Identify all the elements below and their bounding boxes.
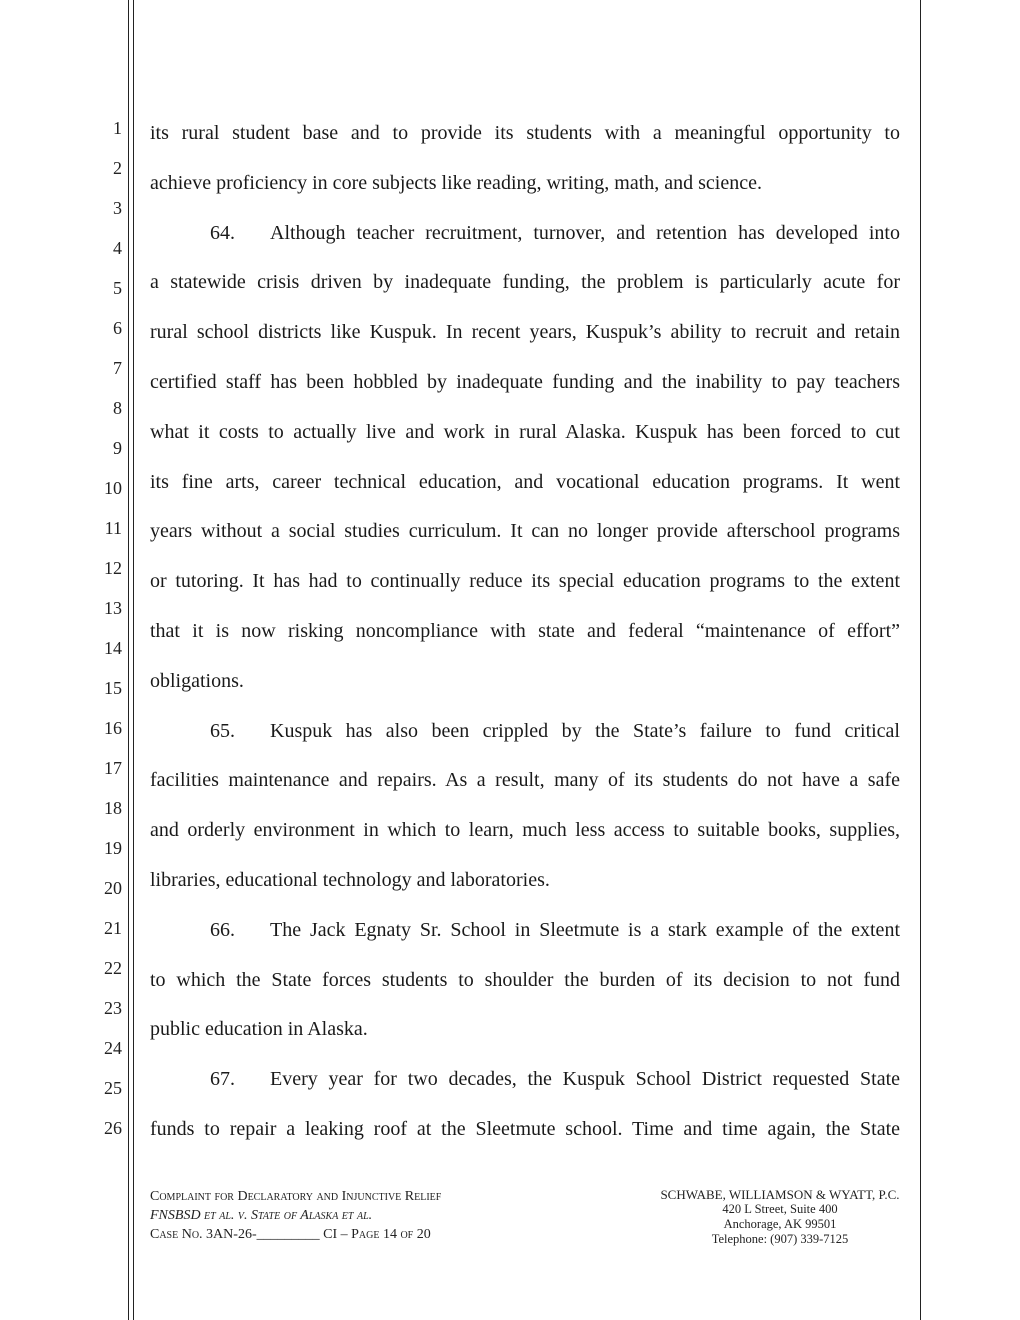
text-line bbox=[150, 420, 900, 444]
line-number: 13 bbox=[104, 598, 122, 618]
paragraph-number: 66. bbox=[210, 918, 235, 941]
line-number: 11 bbox=[104, 518, 122, 538]
paragraph-number: 65. bbox=[210, 719, 235, 742]
text-line bbox=[150, 221, 900, 245]
line-number: 8 bbox=[113, 398, 122, 418]
text-line-content: or tutoring. It has had to continually reduce its special education programs to the extent bbox=[150, 570, 900, 593]
text-line-content: facilities maintenance and repairs. As a result, many of its students do not have a safe bbox=[150, 769, 900, 792]
text-line bbox=[150, 868, 900, 892]
text-line bbox=[150, 1017, 900, 1041]
left-margin-rule bbox=[128, 0, 129, 1320]
line-number: 18 bbox=[104, 798, 122, 818]
text-line bbox=[150, 768, 900, 792]
footer-case-caption: FNSBSD et al. v. State of Alaska et al. bbox=[150, 1208, 373, 1223]
line-number: 5 bbox=[113, 278, 122, 298]
line-number: 7 bbox=[113, 358, 122, 378]
text-line bbox=[150, 1117, 900, 1141]
text-line bbox=[150, 968, 900, 992]
paragraph-number: 64. bbox=[210, 221, 235, 244]
text-line bbox=[150, 569, 900, 593]
text-line-content: public education in Alaska. bbox=[150, 1018, 368, 1041]
text-line-content: Every year for two decades, the Kuspuk School District requested State bbox=[270, 1068, 900, 1091]
text-line bbox=[150, 519, 900, 543]
line-number: 2 bbox=[113, 158, 122, 178]
left-margin-rule-inner bbox=[133, 0, 134, 1320]
firm-address-line2: Anchorage, AK 99501 bbox=[723, 1217, 837, 1231]
text-line bbox=[150, 719, 900, 743]
paragraph-number: 67. bbox=[210, 1068, 235, 1091]
text-line-content: its fine arts, career technical education, and vocational education programs. It went bbox=[150, 470, 900, 493]
line-number: 10 bbox=[104, 478, 122, 498]
text-line-content: Kuspuk has also been crippled by the State’s failure to fund critical bbox=[270, 719, 900, 742]
text-line bbox=[150, 320, 900, 344]
line-number: 14 bbox=[104, 638, 122, 658]
line-number: 21 bbox=[104, 918, 122, 938]
text-line-content: to which the State forces students to shoulder the burden of its decision to not fund bbox=[150, 968, 900, 991]
firm-name: SCHWABE, WILLIAMSON & WYATT, P.C. bbox=[660, 1187, 900, 1202]
text-line bbox=[150, 818, 900, 842]
text-line-content: obligations. bbox=[150, 669, 244, 692]
text-line-content: that it is now risking noncompliance with state and federal “maintenance of effort” bbox=[150, 620, 900, 642]
line-number: 9 bbox=[113, 438, 122, 458]
line-number: 6 bbox=[113, 318, 122, 338]
text-line bbox=[150, 370, 900, 394]
text-line bbox=[150, 470, 900, 494]
line-number: 19 bbox=[104, 838, 122, 858]
line-number: 22 bbox=[104, 958, 122, 978]
line-number: 4 bbox=[113, 238, 122, 258]
firm-phone: Telephone: (907) 339-7125 bbox=[711, 1232, 849, 1246]
text-line-content: achieve proficiency in core subjects like reading, writing, math, and science. bbox=[150, 171, 762, 194]
text-line-content: rural school districts like Kuspuk. In recent years, Kuspuk’s ability to recruit and retain bbox=[150, 321, 900, 344]
text-line-content: its rural student base and to provide its students with a meaningful opportunity to bbox=[150, 122, 900, 144]
text-line bbox=[150, 918, 900, 942]
text-line-content: Although teacher recruitment, turnover, and retention has developed into bbox=[270, 221, 900, 244]
text-line bbox=[150, 669, 900, 693]
line-number: 25 bbox=[104, 1078, 122, 1098]
text-line bbox=[150, 619, 900, 643]
text-line-content: what it costs to actually live and work in rural Alaska. Kuspuk has been forced to cut bbox=[150, 420, 900, 443]
line-number: 20 bbox=[104, 878, 122, 898]
line-number: 12 bbox=[104, 558, 122, 578]
text-line-content: a statewide crisis driven by inadequate funding, the problem is particularly acute for bbox=[150, 271, 900, 294]
footer-caption bbox=[150, 1187, 441, 1244]
text-line bbox=[150, 121, 900, 145]
line-number: 3 bbox=[113, 198, 122, 218]
line-number: 17 bbox=[104, 758, 122, 778]
text-line-content: libraries, educational technology and laboratories. bbox=[150, 869, 550, 891]
line-number: 16 bbox=[104, 718, 122, 738]
line-number: 1 bbox=[113, 118, 122, 138]
firm-block bbox=[650, 1187, 910, 1247]
text-line bbox=[150, 1067, 900, 1091]
text-line-content: years without a social studies curriculum. It can no longer provide afterschool programs bbox=[150, 520, 900, 543]
text-line bbox=[150, 171, 900, 195]
text-line-content: funds to repair a leaking roof at the Sleetmute school. Time and time again, the State bbox=[150, 1118, 900, 1140]
text-line-content: certified staff has been hobbled by inadequate funding and the inability to pay teachers bbox=[150, 371, 900, 393]
right-margin-rule bbox=[920, 0, 921, 1320]
line-number: 24 bbox=[104, 1038, 122, 1058]
text-line bbox=[150, 270, 900, 294]
line-number: 15 bbox=[104, 678, 122, 698]
footer-case-number: Case No. 3AN-26-_________ CI – Page 14 of 20 bbox=[150, 1227, 431, 1242]
text-line-content: The Jack Egnaty Sr. School in Sleetmute is a stark example of the extent bbox=[270, 918, 900, 941]
firm-address-line1: 420 L Street, Suite 400 bbox=[722, 1202, 838, 1216]
footer-document-title: Complaint for Declaratory and Injunctive Relief bbox=[150, 1189, 442, 1204]
line-number: 26 bbox=[104, 1118, 122, 1138]
text-line-content: and orderly environment in which to learn, much less access to suitable books, supplies, bbox=[150, 819, 900, 842]
line-number: 23 bbox=[104, 998, 122, 1018]
